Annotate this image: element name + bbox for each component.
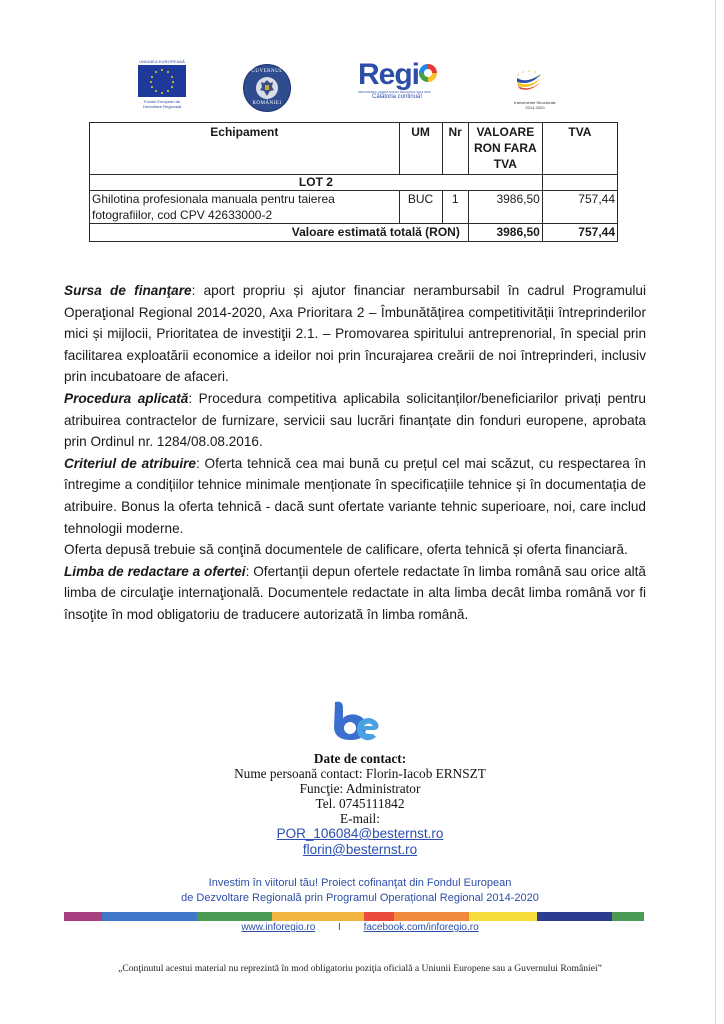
coat-of-arms-icon [256, 77, 278, 99]
cell-nr: 1 [442, 191, 468, 224]
swoosh-icon [515, 70, 543, 92]
instrumente-structurale-logo [505, 60, 565, 110]
invest-line-1: Investim în viitorul tău! Proiect cofinanţat din Fondul European [208, 877, 512, 889]
section-text: : aport propriu și ajutor financiar nerambursabil în cadrul Programului Operaţional Regional 2014-2020, Axa Prioritara 2 – Îmbunătățirea competitivității întreprinderilor mici și mijlocii, Prioritatea de investiţii 2.1. – Promovarea spiritului antreprenorial, în special prin facilitarea exploatării economice a ideilor noi prin încurajarea creării de noi întreprinderi, inclusiv prin incubatoare de afaceri. [64, 283, 646, 385]
header-tva: TVA [542, 123, 617, 175]
contact-function: Funcţie: Administrator [299, 781, 421, 796]
cell-um: BUC [399, 191, 442, 224]
cell-tva: 757,44 [542, 191, 617, 224]
total-valoare: 3986,50 [468, 224, 542, 242]
total-row [90, 224, 618, 242]
section-criteriul-atribuire [64, 453, 646, 539]
document-body [64, 280, 646, 626]
section-text: : Ofertanții depun ofertele redactate în limba română sau orice altă limba de circulaţie internaţională. Documentele redactate in alta limba decât limba română vor fi însoţite în mod obligatoriu de traducere autorizată în limba română. [64, 563, 646, 622]
section-text: : Oferta tehnică cea mai bună cu prețul cel mai scăzut, cu respectarea în întregime a condițiilor tehnice minimale menționate în specificațiile tehnice și în documentația de atribuire. Bonus la oferta tehnică - dacă sunt ofertate variante tehnic superioare, noi, care includ tehnologii moderne. [64, 455, 646, 536]
section-oferta-depusa [64, 539, 646, 561]
email-link-por[interactable]: POR_106084@besternst.ro [276, 826, 444, 841]
regio-circle-icon [419, 64, 437, 82]
section-sursa-finantare [64, 280, 646, 388]
link-separator: I [338, 922, 341, 933]
equipment-table [89, 122, 618, 242]
contact-phone: Tel. 0745111842 [315, 796, 405, 811]
eu-disclaimer: „Conţinutul acestui material nu reprezintă în mod obligatoriu poziţia oficială a Uniunii Europene sau a Guvernului României” [118, 963, 602, 974]
section-key: Criteriul de atribuire [64, 455, 196, 471]
contact-person: Nume persoană contact: Florin-Iacob ERNSZT [234, 766, 486, 781]
table-row [90, 191, 618, 224]
section-procedura-aplicata [64, 388, 646, 453]
header-echipament: Echipament [90, 123, 400, 175]
eu-logo-subtitle-2: Dezvoltare Regională [142, 104, 182, 109]
contact-block [180, 751, 540, 858]
regio-program-text: PROGRAMUL OPERAȚIONAL REGIONAL 2014-2020 [358, 90, 431, 94]
table-header-row [90, 123, 618, 175]
lot-row-end [542, 175, 617, 191]
inforegio-facebook-link[interactable]: facebook.com/inforegio.ro [363, 922, 479, 933]
header-valoare: VALOARE RON FARA TVA [468, 123, 542, 175]
eu-logo-title: UNIUNEA EUROPEANĂ [139, 59, 185, 64]
eu-logo [136, 59, 188, 109]
total-label: Valoare estimată totală (RON) [90, 224, 469, 242]
besternst-be-logo [329, 700, 381, 742]
header-nr: Nr [442, 123, 468, 175]
page-edge-line [715, 0, 716, 1024]
cell-echipament: Ghilotina profesionala manuala pentru taierea fotografiilor, cod CPV 42633000-2 [90, 191, 400, 224]
regio-tagline: Călătoria continuă! [372, 94, 423, 100]
eu-flag-icon [138, 65, 186, 97]
lot-label: LOT 2 [90, 175, 543, 191]
footer-links [110, 922, 610, 933]
email-link-florin[interactable]: florin@besternst.ro [302, 842, 418, 857]
cofinancing-statement [110, 876, 610, 905]
lot-row [90, 175, 618, 191]
regio-logo [358, 60, 454, 104]
regio-wordmark: Regi [358, 58, 420, 91]
cell-valoare: 3986,50 [468, 191, 542, 224]
contact-email-label: E-mail: [340, 811, 380, 826]
contact-title: Date de contact: [313, 751, 407, 766]
eu-logo-subtitle-1: Fondul European de [143, 99, 181, 104]
romanian-government-logo [243, 64, 291, 112]
section-text: : Procedura competitiva aplicabila solicitanților/beneficiarilor privați pentru atribuirea contractelor de furnizare, servicii sau lucrări finanțate din fonduri europene, aprobata prin Ordinul nr. 1284/08.08.2016. [64, 390, 646, 450]
instrumente-years: 2014-2020 [525, 105, 545, 110]
section-key: Limba de redactare a ofertei [64, 563, 246, 579]
gov-logo-top-text: GUVERNUL [251, 69, 283, 74]
total-tva: 757,44 [542, 224, 617, 242]
section-limba-redactare [64, 561, 646, 626]
regio-color-bar [64, 912, 644, 921]
invest-line-2: de Dezvoltare Regională prin Programul Operațional Regional 2014-2020 [181, 891, 539, 904]
instrumente-title: Instrumente Structurale [514, 100, 556, 105]
section-text: Oferta depusă trebuie să conţină documentele de calificare, oferta tehnică și oferta financiară. [64, 542, 628, 558]
section-key: Procedura aplicată [64, 390, 189, 406]
gov-logo-bottom-text: ROMÂNIEI [252, 101, 282, 106]
header-um: UM [399, 123, 442, 175]
section-key: Sursa de finanţare [64, 283, 192, 298]
inforegio-website-link[interactable]: www.inforegio.ro [241, 922, 316, 933]
